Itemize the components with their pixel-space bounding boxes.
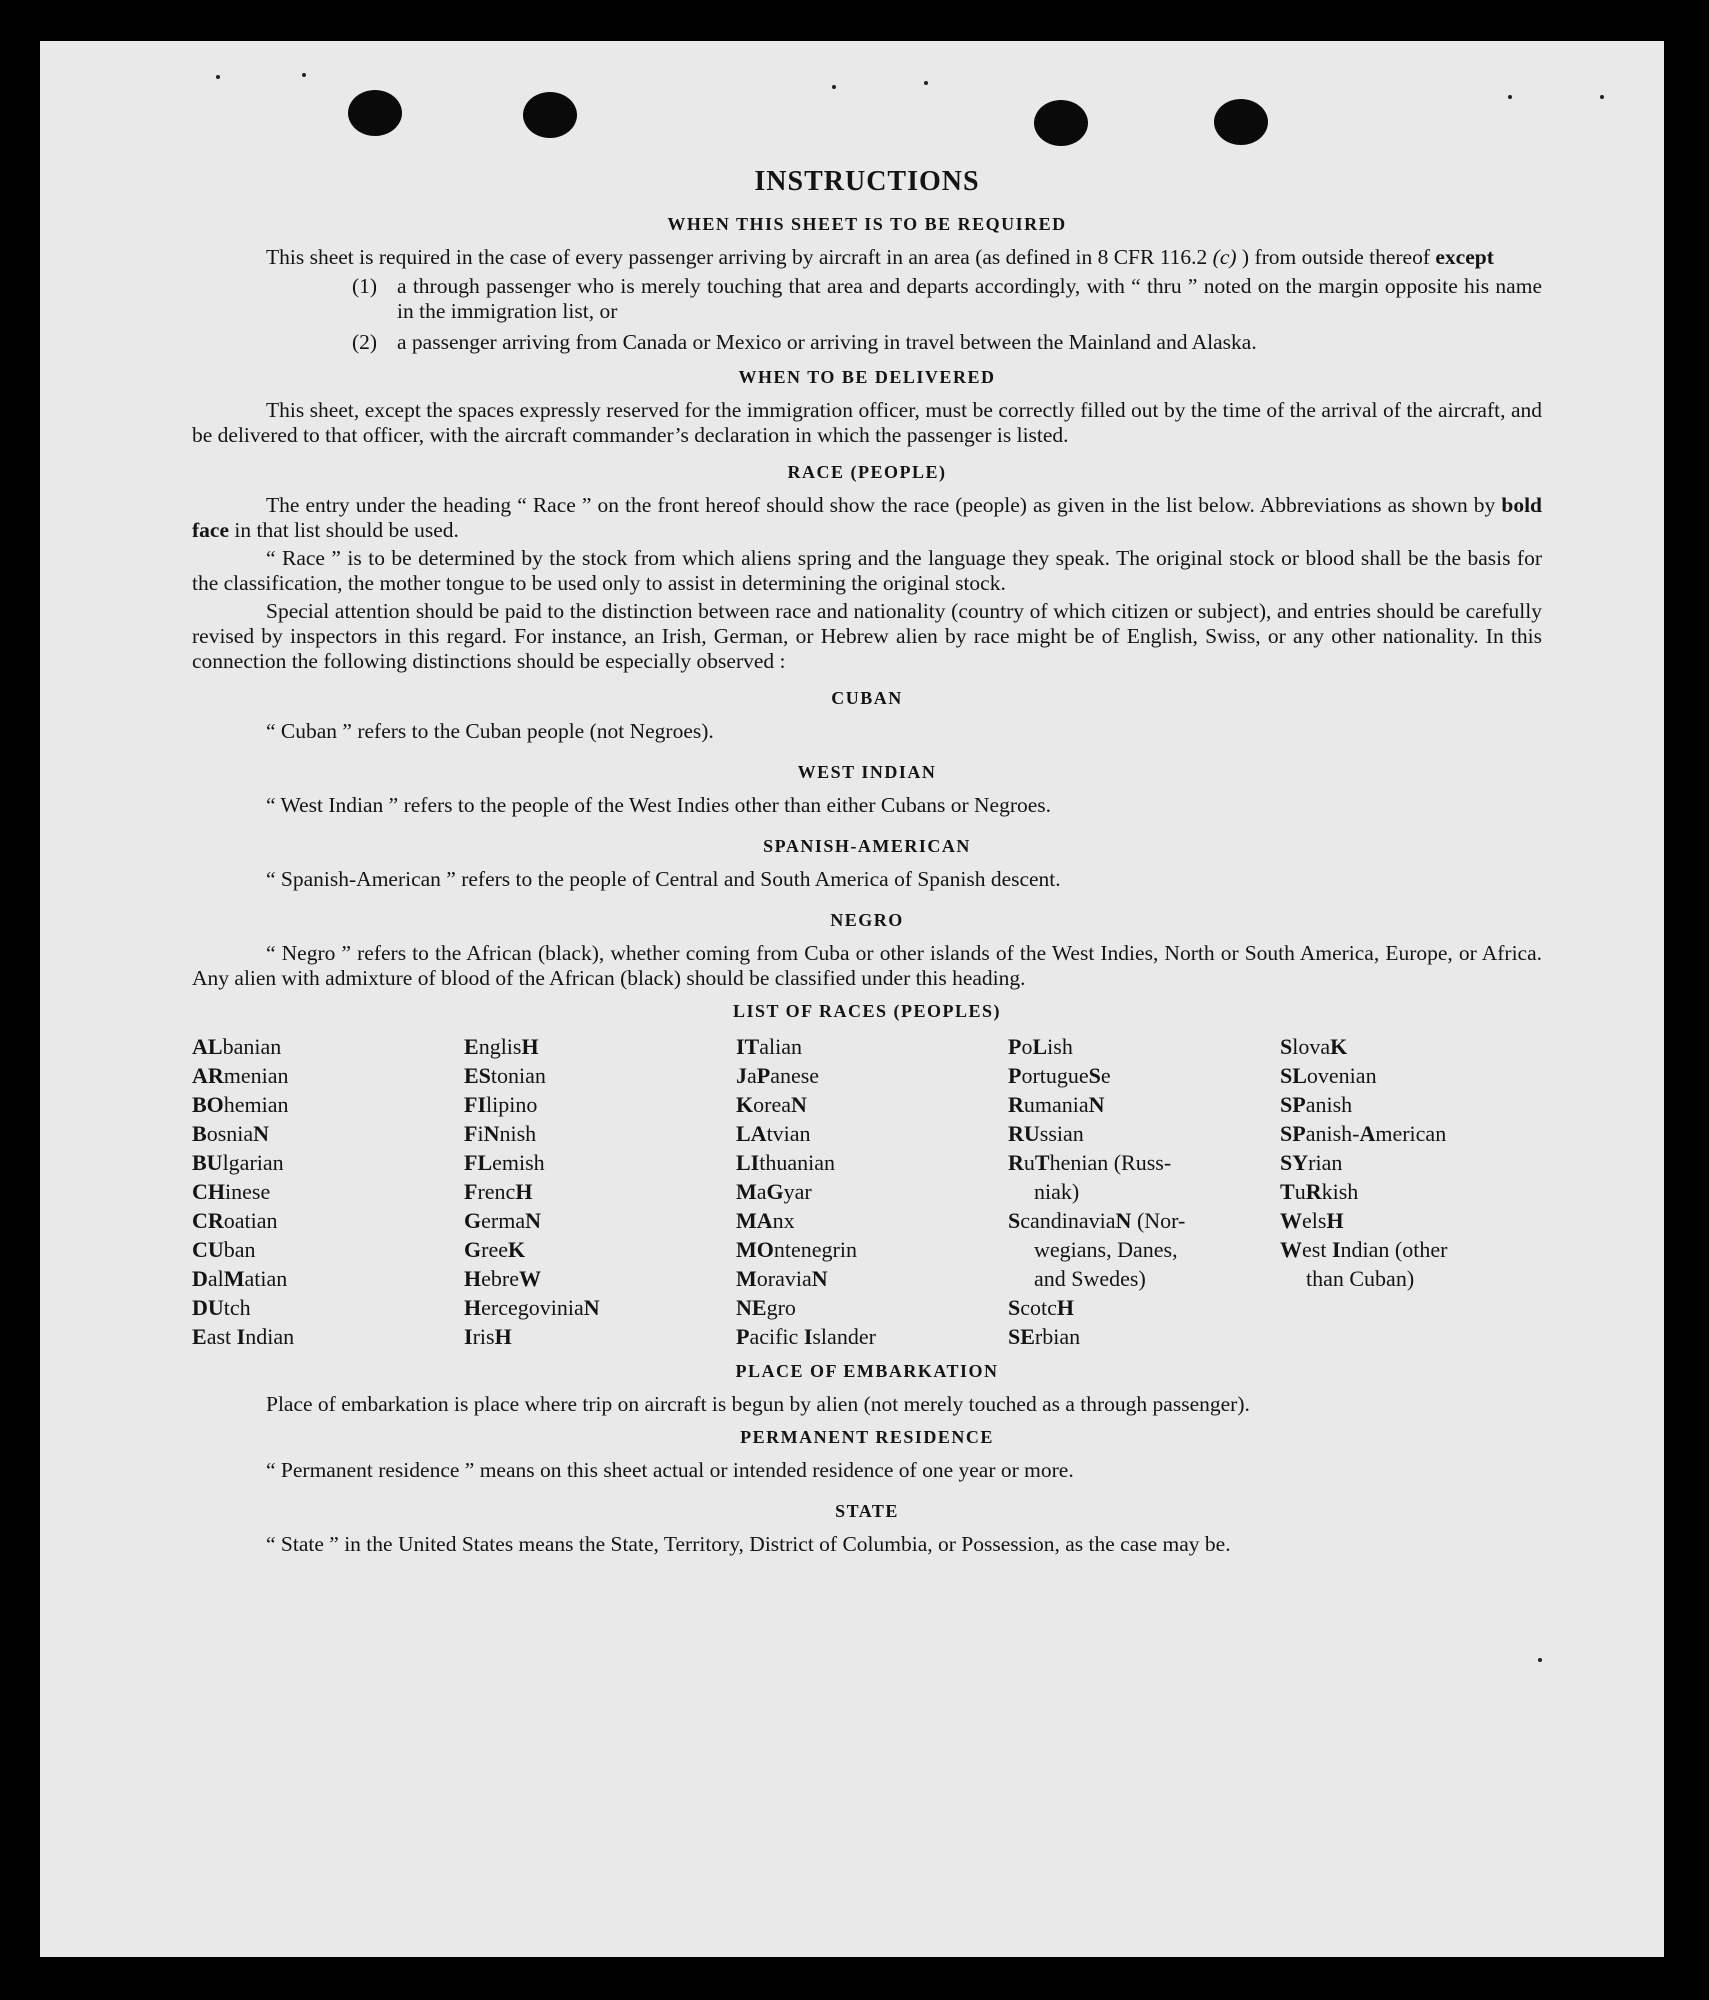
race-entry	[1280, 1264, 1542, 1293]
race-text: a	[756, 1179, 767, 1204]
race-abbreviation: H	[515, 1179, 533, 1204]
race-text: anese	[770, 1063, 820, 1088]
race-entry	[1008, 1061, 1280, 1090]
race-abbreviation: K	[736, 1092, 754, 1117]
race-entry	[1280, 1061, 1542, 1090]
race-abbreviation: DU	[192, 1295, 224, 1320]
race-abbreviation: F	[464, 1121, 478, 1146]
race-text: ast	[206, 1324, 237, 1349]
race-list-column-5	[1280, 1032, 1542, 1351]
residence-text: “ Permanent residence ” means on this sheet actual or intended residence of one year or more.	[266, 1458, 1074, 1482]
race-abbreviation: SE	[1008, 1324, 1035, 1349]
race-entry	[1008, 1322, 1280, 1351]
race-abbreviation: MO	[736, 1237, 774, 1262]
race-entry	[192, 1090, 464, 1119]
race-entry	[192, 1264, 464, 1293]
exception-item-2	[352, 330, 1542, 355]
race-abbreviation: G	[766, 1179, 784, 1204]
state-text: “ State ” in the United States means the State, Territory, District of Columbia, or Possession, as the case may be.	[266, 1532, 1231, 1556]
race-abbreviation: CU	[192, 1237, 224, 1262]
race-abbreviation: BU	[192, 1150, 223, 1175]
item-number: (1)	[352, 274, 378, 298]
race-entry	[464, 1061, 736, 1090]
race-text: els	[1302, 1208, 1327, 1233]
race-text: gro	[766, 1295, 796, 1320]
race-list-column-2	[464, 1032, 736, 1351]
race-entry	[464, 1090, 736, 1119]
race-entry	[736, 1119, 1008, 1148]
race-text: ercegovinia	[481, 1295, 584, 1320]
race-abbreviation: SY	[1280, 1150, 1309, 1175]
race-text: ebre	[481, 1266, 519, 1291]
race-abbreviation: J	[736, 1063, 747, 1088]
punch-hole	[523, 92, 577, 138]
punch-hole	[348, 90, 402, 136]
race-abbreviation: FL	[464, 1150, 493, 1175]
race-abbreviation: K	[507, 1237, 526, 1262]
race-abbreviation: IT	[736, 1034, 760, 1059]
race-abbreviation: N	[583, 1295, 600, 1320]
race-text: inese	[225, 1179, 271, 1204]
instructions-content	[192, 166, 1542, 1557]
race-text: wegians, Danes,	[1034, 1237, 1178, 1262]
race-text: ortugue	[1021, 1063, 1089, 1088]
race-text: nglis	[478, 1034, 522, 1059]
race-abbreviation: AL	[192, 1034, 223, 1059]
scan-speck	[1600, 95, 1604, 99]
race-entry	[736, 1148, 1008, 1177]
race-entry	[1008, 1264, 1280, 1293]
race-entry	[736, 1061, 1008, 1090]
race-entry	[192, 1148, 464, 1177]
race-abbreviation: K	[1330, 1034, 1348, 1059]
race-entry	[736, 1032, 1008, 1061]
race-abbreviation: LA	[736, 1121, 767, 1146]
race-entry	[192, 1032, 464, 1061]
race-abbreviation: W	[1280, 1208, 1302, 1233]
section-heading-embarkation: PLACE OF EMBARKATION	[735, 1361, 999, 1381]
race-abbreviation: N	[1115, 1208, 1132, 1233]
race-text: u	[1023, 1150, 1035, 1175]
section-heading-west-indian: WEST INDIAN	[797, 762, 937, 782]
race-abbreviation: P	[1008, 1063, 1022, 1088]
race-text: al	[207, 1266, 224, 1291]
race-abbreviation: P	[756, 1063, 771, 1088]
race-text: umania	[1023, 1092, 1089, 1117]
punch-hole	[1214, 99, 1268, 145]
race-abbreviation: M	[223, 1266, 245, 1291]
race-entry	[1280, 1090, 1542, 1119]
race-text: ris	[472, 1324, 495, 1349]
race-entry	[1008, 1148, 1280, 1177]
race-abbreviation: G	[464, 1208, 482, 1233]
race-abbreviation: AR	[192, 1063, 224, 1088]
race-abbreviation: N	[483, 1121, 500, 1146]
race-text: emish	[492, 1150, 545, 1175]
page-title: INSTRUCTIONS	[754, 166, 980, 197]
race-text: orea	[753, 1092, 791, 1117]
race-abbreviation: S	[1008, 1295, 1021, 1320]
race-entry	[464, 1206, 736, 1235]
race-entry	[464, 1032, 736, 1061]
race-text: renc	[477, 1179, 516, 1204]
race-abbreviation: N	[253, 1121, 270, 1146]
race-entry	[1008, 1235, 1280, 1264]
race-abbreviation: NE	[736, 1295, 767, 1320]
section-heading-cuban: CUBAN	[831, 688, 903, 708]
race-entry	[464, 1235, 736, 1264]
race-abbreviation: B	[192, 1121, 207, 1146]
delivered-text: This sheet, except the spaces expressly reserved for the immigration officer, must be correctly filled out by the time of the arrival of the aircraft, and be delivered to that officer, with the aircraft commander’s declaration in which the passenger is listed.	[192, 398, 1542, 447]
race-text: acific	[749, 1324, 804, 1349]
race-abbreviation: E	[464, 1034, 479, 1059]
race-entry	[736, 1264, 1008, 1293]
race-text: est	[1302, 1237, 1332, 1262]
section-heading-residence: PERMANENT RESIDENCE	[740, 1427, 994, 1447]
race-text: rbian	[1034, 1324, 1081, 1349]
section-heading-list-of-races: LIST OF RACES (PEOPLES)	[732, 1001, 1002, 1021]
race-list-column-3	[736, 1032, 1008, 1351]
race-text: rian	[1308, 1150, 1343, 1175]
race-text: yar	[783, 1179, 812, 1204]
section-heading-delivered: WHEN TO BE DELIVERED	[738, 367, 996, 387]
race-text: ntenegrin	[773, 1237, 857, 1262]
race-abbreviation: E	[192, 1324, 207, 1349]
race-abbreviation: SL	[1280, 1063, 1307, 1088]
race-abbreviation: I	[803, 1324, 813, 1349]
race-abbreviation: N	[811, 1266, 828, 1291]
race-text: anish	[1305, 1092, 1353, 1117]
race-abbreviation: CH	[192, 1179, 225, 1204]
race-entry	[1280, 1235, 1542, 1264]
race-abbreviation: M	[736, 1266, 757, 1291]
race-text: osnia	[206, 1121, 254, 1146]
race-abbreviation: FI	[464, 1092, 486, 1117]
race-entry	[736, 1293, 1008, 1322]
race-abbreviation: ES	[464, 1063, 491, 1088]
scan-speck	[832, 85, 836, 89]
race-text: hemian	[223, 1092, 289, 1117]
race-entry	[1280, 1177, 1542, 1206]
race-abbreviation: P	[736, 1324, 750, 1349]
exception-item-1	[352, 274, 1542, 324]
race-abbreviation: T	[1280, 1179, 1295, 1204]
race-paragraph-3: Special attention should be paid to the distinction between race and nationality (country of which citizen or subject), and entries should be carefully revised by inspectors in this regard. For instance, an Irish, German, or Hebrew alien by race might be of English, Swiss, or any other nationality. In this connection the following distinctions should be especially observed :	[192, 599, 1542, 673]
race-list-column-4	[1008, 1032, 1280, 1351]
race-text: ree	[481, 1237, 508, 1262]
race-abbreviation: M	[736, 1179, 757, 1204]
item-text: a passenger arriving from Canada or Mexico or arriving in travel between the Mainland and Alaska.	[397, 330, 1257, 354]
race-text: henian (Russ-	[1049, 1150, 1172, 1175]
race-abbreviation: SP	[1280, 1121, 1306, 1146]
punch-hole	[1034, 100, 1088, 146]
race-text: slander	[812, 1324, 876, 1349]
race-abbreviation: R	[1305, 1179, 1322, 1204]
race-abbreviation: H	[521, 1034, 539, 1059]
race-entry	[464, 1322, 736, 1351]
race-entry	[1280, 1119, 1542, 1148]
race-entry	[1008, 1293, 1280, 1322]
race-text: tvian	[766, 1121, 811, 1146]
race-entry	[464, 1264, 736, 1293]
race-abbreviation: R	[1008, 1092, 1024, 1117]
race-paragraph-2: “ Race ” is to be determined by the stock from which aliens spring and the language they speak. The original stock or blood shall be the basis for the classification, the mother tongue to be used only to assist in determining the original stock.	[192, 546, 1542, 595]
race-entry	[736, 1177, 1008, 1206]
race-text: anish-	[1305, 1121, 1360, 1146]
race-abbreviation: H	[1326, 1208, 1344, 1233]
scan-speck	[302, 73, 306, 77]
race-text: ovenian	[1306, 1063, 1377, 1088]
race-abbreviation: LI	[736, 1150, 760, 1175]
race-abbreviation: H	[464, 1266, 482, 1291]
embarkation-text: Place of embarkation is place where trip on aircraft is begun by alien (not merely touched as a through passenger).	[266, 1392, 1250, 1416]
race-text: ndian	[245, 1324, 295, 1349]
race-entry	[1280, 1148, 1542, 1177]
race-text: than Cuban)	[1306, 1266, 1415, 1291]
race-text: oravia	[756, 1266, 812, 1291]
race-text: nish	[499, 1121, 537, 1146]
race-text: and Swedes)	[1034, 1266, 1146, 1291]
race-entry	[1008, 1206, 1280, 1235]
race-text: menian	[223, 1063, 289, 1088]
required-intro: This sheet is required in the case of every passenger arriving by aircraft in an area (as defined in 8 CFR 116.2 (c) ) from outside thereof except	[266, 245, 1494, 269]
race-abbreviation: I	[464, 1324, 473, 1349]
race-abbreviation: RU	[1008, 1121, 1040, 1146]
section-heading-spanish-american: SPANISH-AMERICAN	[763, 836, 971, 856]
race-abbreviation: I	[1331, 1237, 1341, 1262]
race-abbreviation: S	[1280, 1034, 1293, 1059]
race-text: ish	[1047, 1034, 1073, 1059]
race-text: candinavia	[1020, 1208, 1116, 1233]
scan-speck	[924, 81, 928, 85]
race-text: ban	[223, 1237, 256, 1262]
race-abbreviation: A	[1359, 1121, 1376, 1146]
race-list-column-1	[192, 1032, 464, 1351]
race-abbreviation: D	[192, 1266, 208, 1291]
race-text: e	[1100, 1063, 1111, 1088]
race-abbreviation: G	[464, 1237, 482, 1262]
race-entry	[736, 1206, 1008, 1235]
race-abbreviation: I	[236, 1324, 246, 1349]
race-text: merican	[1375, 1121, 1447, 1146]
race-text: banian	[222, 1034, 282, 1059]
race-entry	[464, 1177, 736, 1206]
race-entry	[1008, 1177, 1280, 1206]
race-abbreviation: S	[1088, 1063, 1101, 1088]
negro-text: “ Negro ” refers to the African (black), whether coming from Cuba or other islands of the West Indies, North or South America, Europe, or Africa. Any alien with admixture of blood of the African (black) should be classified under this heading.	[192, 941, 1542, 990]
race-entry	[464, 1119, 736, 1148]
race-entry	[192, 1206, 464, 1235]
race-entry	[192, 1235, 464, 1264]
race-abbreviation: T	[1034, 1150, 1050, 1175]
race-abbreviation: N	[525, 1208, 541, 1233]
race-entry	[464, 1293, 736, 1322]
race-abbreviation: H	[494, 1324, 512, 1349]
race-abbreviation: S	[1008, 1208, 1021, 1233]
race-text: cotc	[1020, 1295, 1057, 1320]
race-text: nx	[772, 1208, 795, 1233]
race-list	[192, 1032, 1542, 1351]
spanish-american-text: “ Spanish-American ” refers to the people of Central and South America of Spanish descent.	[266, 867, 1061, 891]
scan-speck	[1538, 1658, 1542, 1662]
race-text: thuanian	[759, 1150, 836, 1175]
race-abbreviation: N	[790, 1092, 807, 1117]
race-entry	[1008, 1119, 1280, 1148]
race-entry	[1008, 1032, 1280, 1061]
race-entry	[192, 1322, 464, 1351]
race-abbreviation: F	[464, 1179, 478, 1204]
race-text: i	[477, 1121, 484, 1146]
race-abbreviation: W	[518, 1266, 541, 1291]
section-heading-state: STATE	[835, 1501, 899, 1521]
race-entry	[1280, 1206, 1542, 1235]
document-sheet	[40, 41, 1664, 1957]
race-abbreviation: MA	[736, 1208, 773, 1233]
race-text: kish	[1321, 1179, 1359, 1204]
west-indian-text: “ West Indian ” refers to the people of the West Indies other than either Cubans or Negroes.	[266, 793, 1052, 817]
race-text: u	[1294, 1179, 1306, 1204]
race-text: ssian	[1039, 1121, 1084, 1146]
race-entry	[192, 1119, 464, 1148]
race-text: (Nor-	[1131, 1208, 1186, 1233]
race-abbreviation: SP	[1280, 1092, 1306, 1117]
race-entry	[464, 1148, 736, 1177]
race-abbreviation: BO	[192, 1092, 224, 1117]
race-abbreviation: N	[1088, 1092, 1105, 1117]
race-abbreviation: W	[1280, 1237, 1302, 1262]
race-abbreviation: L	[1032, 1034, 1048, 1059]
scan-speck	[1508, 95, 1512, 99]
race-text: tch	[223, 1295, 251, 1320]
race-text: atian	[244, 1266, 288, 1291]
section-heading-required: WHEN THIS SHEET IS TO BE REQUIRED	[667, 214, 1067, 234]
race-entry	[736, 1090, 1008, 1119]
race-text: oatian	[223, 1208, 278, 1233]
race-text: lova	[1292, 1034, 1331, 1059]
race-abbreviation: CR	[192, 1208, 224, 1233]
race-entry	[1280, 1032, 1542, 1061]
race-abbreviation: H	[464, 1295, 482, 1320]
race-entry	[192, 1177, 464, 1206]
race-text: niak)	[1034, 1179, 1080, 1204]
race-entry	[192, 1293, 464, 1322]
race-text: o	[1021, 1034, 1033, 1059]
race-abbreviation: H	[1056, 1295, 1075, 1320]
race-abbreviation: P	[1008, 1034, 1022, 1059]
race-paragraph-1: The entry under the heading “ Race ” on the front hereof should show the race (people) as given in the list below. Abbreviations as shown by bold face in that list should be used.	[192, 493, 1542, 542]
section-heading-race: RACE (PEOPLE)	[787, 462, 947, 482]
race-entry	[736, 1322, 1008, 1351]
race-text: ndian (other	[1340, 1237, 1448, 1262]
race-entry	[192, 1061, 464, 1090]
race-text: lgarian	[222, 1150, 284, 1175]
item-number: (2)	[352, 330, 378, 354]
race-text: lipino	[486, 1092, 538, 1117]
scan-speck	[216, 75, 220, 79]
race-entry	[1008, 1090, 1280, 1119]
race-text: a	[747, 1063, 757, 1088]
race-abbreviation: R	[1008, 1150, 1024, 1175]
section-heading-negro: NEGRO	[830, 910, 904, 930]
item-text: a through passenger who is merely touching that area and departs accordingly, with “ thru ” noted on the margin opposite his name in the immigration list, or	[397, 274, 1542, 323]
race-text: alian	[759, 1034, 803, 1059]
race-text: tonian	[490, 1063, 546, 1088]
cuban-text: “ Cuban ” refers to the Cuban people (not Negroes).	[266, 719, 714, 743]
race-entry	[736, 1235, 1008, 1264]
race-text: erma	[481, 1208, 526, 1233]
